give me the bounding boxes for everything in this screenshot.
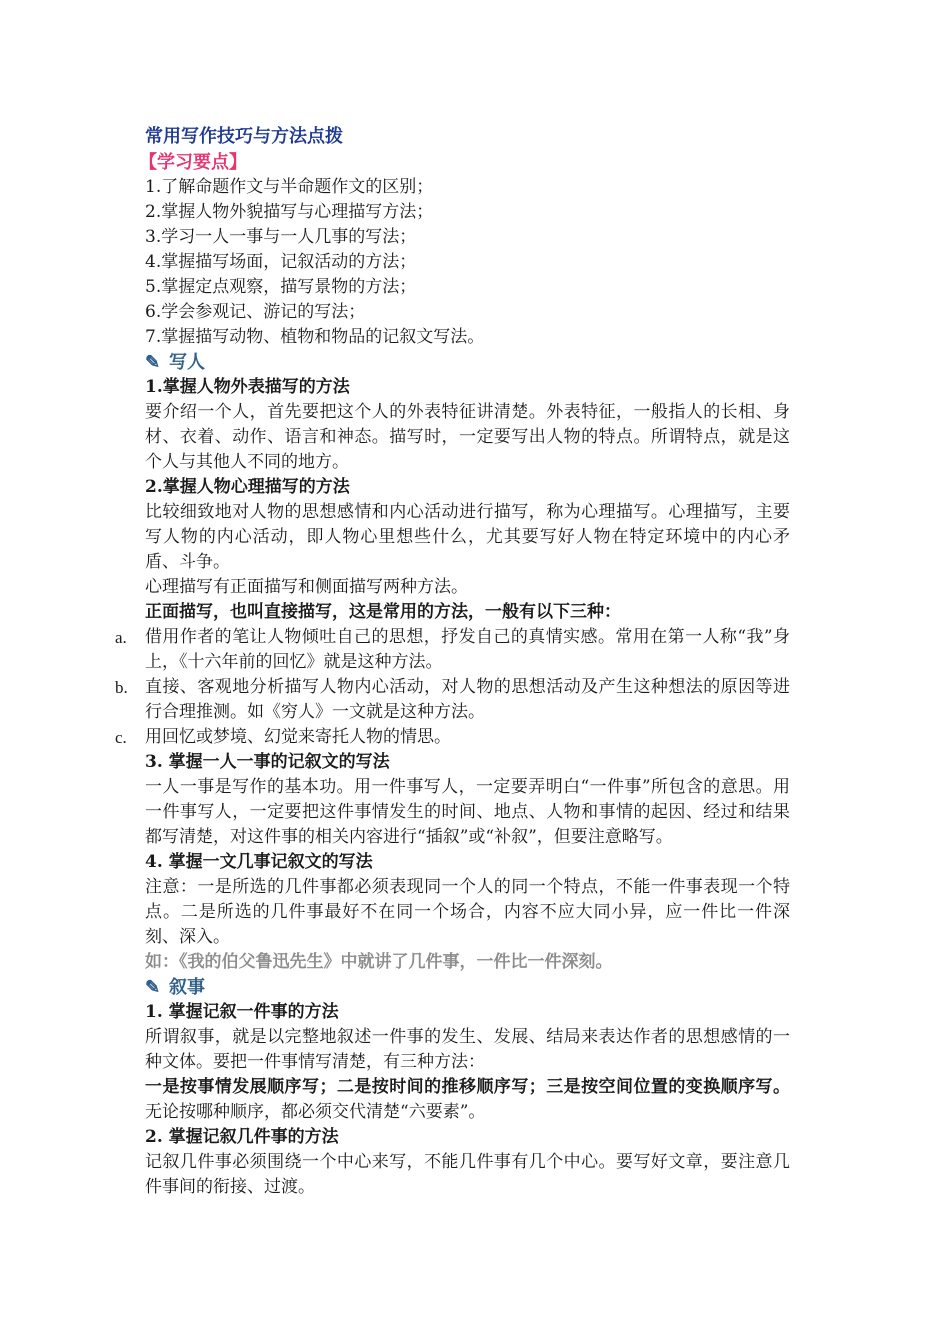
document-page	[115, 124, 790, 1200]
pencil-icon: ✎	[145, 977, 161, 998]
list-item	[115, 725, 790, 750]
list-item: 3.学习一人一事与一人几事的写法；	[145, 227, 417, 247]
list-item	[115, 625, 790, 675]
subheading: 4. 掌握一文几事记叙文的写法	[145, 852, 373, 872]
section-heading-label: 叙事	[169, 977, 205, 998]
paragraph: 记叙几件事必须围绕一个中心来写，不能几件事有几个中心。要写好文章，要注意几件事间的衔接、过渡。	[145, 1152, 790, 1197]
paragraph-rest: 无论按哪种顺序，都必须交代清楚“六要素”。	[145, 1102, 486, 1122]
subheading: 1. 掌握记叙一件事的方法	[145, 1002, 339, 1022]
paragraph-bold: 正面描写，也叫直接描写，这是常用的方法，一般有以下三种：	[145, 602, 621, 622]
section-heading-narrative	[145, 975, 790, 1000]
paragraph-bold-part: 一是按事情发展顺序写；二是按时间的推移顺序写；三是按空间位置的变换顺序写。	[145, 1077, 790, 1097]
list-marker: c.	[115, 728, 127, 747]
key-points-list	[145, 175, 790, 350]
subheading: 3. 掌握一人一事的记叙文的写法	[145, 752, 390, 772]
paragraph: 要介绍一个人，首先要把这个人的外表特征讲清楚。外表特征，一般指人的长相、身材、衣着、动作、语言和神态。描写时，一定要写出人物的特点。所谓特点，就是这个人与其他人不同的地方。	[145, 402, 790, 472]
paragraph	[145, 1075, 790, 1125]
list-item: 4.掌握描写场面，记叙活动的方法；	[145, 252, 417, 272]
list-item: 2.掌握人物外貌描写与心理描写方法；	[145, 202, 434, 222]
pencil-icon: ✎	[145, 352, 161, 373]
list-item: 5.掌握定点观察，描写景物的方法；	[145, 277, 417, 297]
paragraph: 一人一事是写作的基本功。用一件事写人，一定要弄明白“一件事”所包含的意思。用一件事写人，一定要把这件事情发生的时间、地点、人物和事情的起因、经过和结果都写清楚，对这件事的相关内容进行“插叙”或“补叙”，但要注意略写。	[145, 777, 790, 847]
subheading: 2.掌握人物心理描写的方法	[145, 477, 350, 497]
document-title: 常用写作技巧与方法点拨	[145, 126, 343, 147]
list-item: 7.掌握描写动物、植物和物品的记叙文写法。	[145, 327, 485, 347]
paragraph: 比较细致地对人物的思想感情和内心活动进行描写，称为心理描写。心理描写，主要写人物的内心活动，即人物心里想些什么，尤其要写好人物在特定环境中的内心矛盾、斗争。	[145, 502, 790, 572]
section-heading-person	[145, 350, 790, 375]
list-item: 1.了解命题作文与半命题作文的区别；	[145, 177, 434, 197]
list-item-text: 直接、客观地分析描写人物内心活动，对人物的思想活动及产生这种想法的原因等进行合理推测。如《穷人》一文就是这种方法。	[145, 677, 790, 722]
list-item-text: 借用作者的笔让人物倾吐自己的思想，抒发自己的真情实感。常用在第一人称“我”身上，《十六年前的回忆》就是这种方法。	[145, 627, 790, 672]
list-marker: a.	[115, 628, 127, 647]
subheading: 2. 掌握记叙几件事的方法	[145, 1127, 339, 1147]
paragraph: 注意：一是所选的几件事都必须表现同一个人的同一个特点，不能一件事表现一个特点。二是所选的几件事最好不在同一个场合，内容不应大同小异，应一件比一件深刻、深入。	[145, 877, 790, 947]
section-heading-label: 写人	[169, 352, 205, 373]
example-note: 如：《我的伯父鲁迅先生》中就讲了几件事，一件比一件深刻。	[145, 952, 613, 972]
list-item	[115, 675, 790, 725]
list-item: 6.学会参观记、游记的写法；	[145, 302, 366, 322]
key-points-heading: 【学习要点】	[139, 152, 247, 173]
list-marker: b.	[115, 678, 128, 697]
paragraph: 心理描写有正面描写和侧面描写两种方法。	[145, 577, 468, 597]
paragraph: 所谓叙事，就是以完整地叙述一件事的发生、发展、结局来表达作者的思想感情的一种文体。要把一件事情写清楚，有三种方法：	[145, 1027, 790, 1072]
list-item-text: 用回忆或梦境、幻觉来寄托人物的情思。	[145, 727, 451, 747]
subheading: 1.掌握人物外表描写的方法	[145, 377, 350, 397]
